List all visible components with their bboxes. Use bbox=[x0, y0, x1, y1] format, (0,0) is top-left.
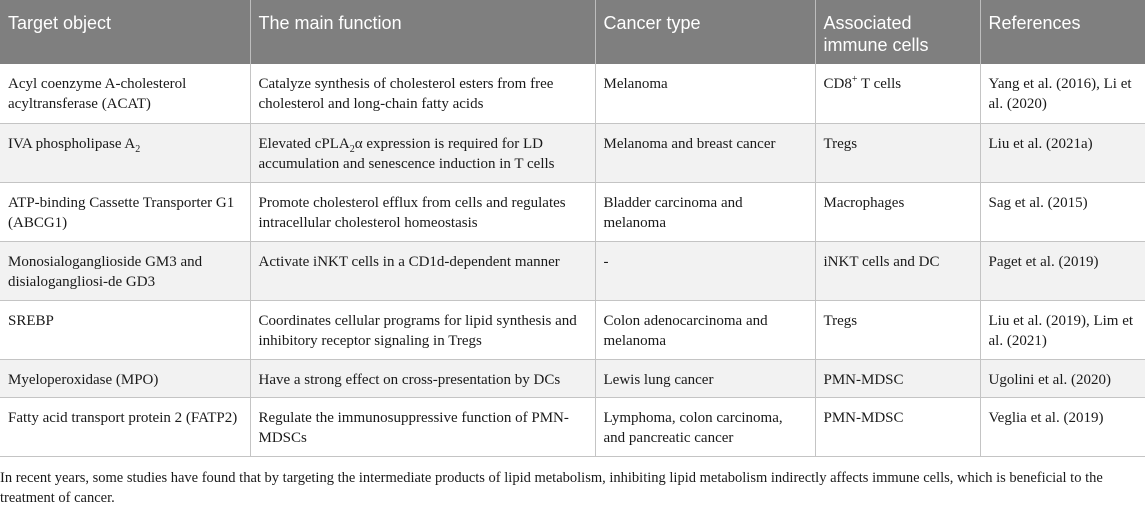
cell-cancer-type: Colon adenocarcinoma and melanoma bbox=[595, 300, 815, 359]
cell-references: Veglia et al. (2019) bbox=[980, 397, 1145, 456]
cell-target: Fatty acid transport protein 2 (FATP2) bbox=[0, 397, 250, 456]
header-main-function: The main function bbox=[250, 0, 595, 64]
cell-target: IVA phospholipase $A_2$ bbox=[0, 123, 250, 182]
cell-target: Monosialoganglioside GM3 and disialogangliosi-de GD3 bbox=[0, 241, 250, 300]
header-target-object: Target object bbox=[0, 0, 250, 64]
table-row bbox=[0, 123, 1145, 182]
cell-target: SREBP bbox=[0, 300, 250, 359]
cell-immune-cells: Macrophages bbox=[815, 182, 980, 241]
cell-function: Have a strong effect on cross-presentation by DCs bbox=[250, 359, 595, 397]
cell-immune-cells: PMN-MDSC bbox=[815, 397, 980, 456]
header-cancer-type: Cancer type bbox=[595, 0, 815, 64]
cell-function: Regulate the immunosuppressive function of PMN-MDSCs bbox=[250, 397, 595, 456]
cell-cancer-type: Lewis lung cancer bbox=[595, 359, 815, 397]
cell-immune-cells: PMN-MDSC bbox=[815, 359, 980, 397]
cell-target: Acyl coenzyme A-cholesterol acyltransferase (ACAT) bbox=[0, 64, 250, 123]
cell-cancer-type: Melanoma and breast cancer bbox=[595, 123, 815, 182]
cell-references: Liu et al. (2021a) bbox=[980, 123, 1145, 182]
cell-immune-cells: CD8+ T cells bbox=[815, 64, 980, 123]
cell-references: Yang et al. (2016), Li et al. (2020) bbox=[980, 64, 1145, 123]
table-row bbox=[0, 397, 1145, 456]
cell-cancer-type: Melanoma bbox=[595, 64, 815, 123]
cell-function: Coordinates cellular programs for lipid synthesis and inhibitory receptor signaling in Tregs bbox=[250, 300, 595, 359]
cell-cancer-type: - bbox=[595, 241, 815, 300]
header-references: References bbox=[980, 0, 1145, 64]
table-row bbox=[0, 64, 1145, 123]
cell-target: ATP-binding Cassette Transporter G1 (ABCG1) bbox=[0, 182, 250, 241]
table-row bbox=[0, 359, 1145, 397]
cell-function: Catalyze synthesis of cholesterol esters from free cholesterol and long-chain fatty acids bbox=[250, 64, 595, 123]
cell-immune-cells: iNKT cells and DC bbox=[815, 241, 980, 300]
cell-references: Liu et al. (2019), Lim et al. (2021) bbox=[980, 300, 1145, 359]
table-row bbox=[0, 300, 1145, 359]
cell-cancer-type: Bladder carcinoma and melanoma bbox=[595, 182, 815, 241]
cell-function: Promote cholesterol efflux from cells and regulates intracellular cholesterol homeostasis bbox=[250, 182, 595, 241]
cell-cancer-type: Lymphoma, colon carcinoma, and pancreatic cancer bbox=[595, 397, 815, 456]
table-footnote: In recent years, some studies have found that by targeting the intermediate products of lipid metabolism, inhibiting lipid metabolism indirectly affects immune cells, which is beneficial to the treatment of cancer. bbox=[0, 470, 1103, 506]
cell-immune-cells: Tregs bbox=[815, 123, 980, 182]
cell-references: Sag et al. (2015) bbox=[980, 182, 1145, 241]
header-associated-immune-cells: Associated immune cells bbox=[815, 0, 980, 64]
cell-immune-cells: Tregs bbox=[815, 300, 980, 359]
table-row bbox=[0, 241, 1145, 300]
cell-target: Myeloperoxidase (MPO) bbox=[0, 359, 250, 397]
table-row bbox=[0, 182, 1145, 241]
cell-function: Elevated cPLA$_2$α expression is required for LD accumulation and senescence induction in T cells bbox=[250, 123, 595, 182]
cell-references: Ugolini et al. (2020) bbox=[980, 359, 1145, 397]
cell-references: Paget et al. (2019) bbox=[980, 241, 1145, 300]
table-header-row bbox=[0, 0, 1145, 64]
cell-function: Activate iNKT cells in a CD1d-dependent manner bbox=[250, 241, 595, 300]
